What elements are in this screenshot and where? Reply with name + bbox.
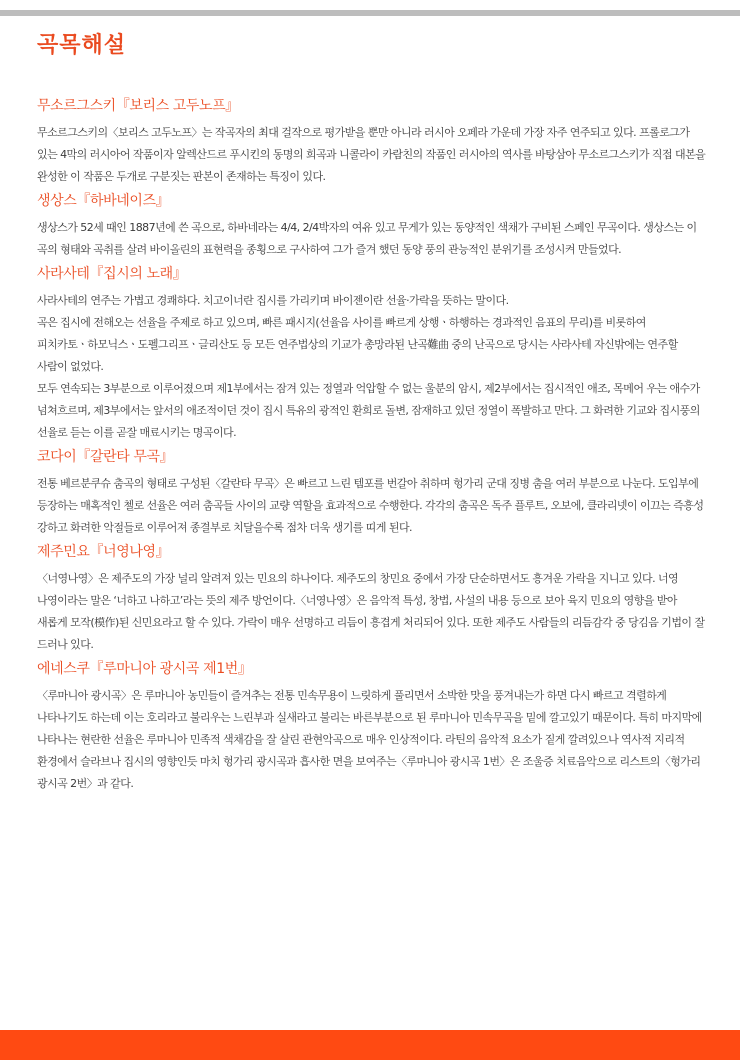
section-paragraph: 무소르그스키의〈보리스 고두노프〉는 작곡자의 최대 걸작으로 평가받을 뿐만 아니라 러시아 오페라 가운데 가장 자주 연주되고 있다. 프롤로그가 있는 4막의 러시아어 작품이자 알렉산드르 푸시킨의 동명의 희곡과 니콜라이 카람친의 작품인 러시아의 역사를 바탕삼아 무소르그스키가 직접 대본을 완성한 이 작품은 두개로 구분짓는 판본이 존재하는 특징이 있다. [37,126,706,183]
section-heading: 사라사테『집시의 노래』 [37,266,187,282]
section-paragraph: 곡은 집시에 전해오는 선율을 주제로 하고 있으며, 빠른 패시지(선율음 사이를 빠르게 상행ㆍ하행하는 경과적인 음표의 무리)를 비롯하여 피치카토ㆍ하모닉스ㆍ도펠그리프ㆍ글리산도 등 모든 연주법상의 기교가 총망라된 난곡難曲 중의 난곡으로 당시는 사라사테 자신밖에는 연주할 사람이 없었다. [37,316,678,373]
section-enescu [37,659,707,795]
section-heading: 제주민요『너영나영』 [37,544,170,560]
section-heading: 코다이『갈란타 무곡』 [37,449,174,465]
program-notes [37,96,707,798]
section-saint-saens [37,191,707,261]
section-sarasate [37,264,707,444]
page-title: 곡목해설 [37,33,127,58]
section-paragraph: 〈루마니아 광시곡〉은 루마니아 농민들이 즐겨추는 전통 민속무용이 느릿하게 풀리면서 소박한 맛을 풍겨내는가 하면 다시 빠르고 격렬하게 나타나기도 하는데 이는 호리라고 불리우는 느린부과 실새라고 불리는 바른부분으로 된 루마니아 민속무곡을 밑에 깔고있기 때문이다. 특히 마지막에 나타나는 현란한 선율은 루마니아 민족적 색채감을 잘 살린 관현악곡으로 매우 인상적이다. 라틴의 음악적 요소가 짙게 깔려있으나 역사적 지리적 환경에서 슬라브나 집시의 영향인듯 마치 헝가리 광시곡과 흡사한 면을 보여주는〈루마니아 광시곡 1번〉은 조울증 치료음악으로 리스트의〈헝가리 광시곡 2번〉과 같다. [37,689,702,790]
section-kodaly [37,447,707,539]
section-mussorgsky [37,96,707,188]
section-paragraph: 전통 베르분쿠슈 춤곡의 형태로 구성된〈갈란타 무곡〉은 빠르고 느린 템포를 번갈아 취하며 헝가리 군대 징병 춤을 여러 부분으로 나눈다. 도입부에 등장하는 매혹적인 첼로 선율은 여러 춤곡들 사이의 교량 역할을 효과적으로 수행한다. 각각의 춤곡은 독주 플루트, 오보에, 클라리넷이 이끄는 즉흥성 강하고 화려한 악절들로 이루어져 종결부로 치달을수록 점차 더욱 생기를 띠게 된다. [37,477,704,534]
section-paragraph: 생상스가 52세 때인 1887년에 쓴 곡으로, 하바네라는 4/4, 2/4박자의 여유 있고 무게가 있는 동양적인 색채가 구비된 스페인 무곡이다. 생상스는 이 곡의 형태와 곡취를 살려 바이올린의 표현력을 종횡으로 구사하여 그가 즐겨 했던 동양 풍의 관능적인 분위기를 조성시켜 만들었다. [37,221,697,256]
section-paragraph: 사라사테의 연주는 가볍고 경쾌하다. 치고이너란 집시를 가리키며 바이젠이란 선율·가락을 뜻하는 말이다. [37,294,509,307]
section-heading: 무소르그스키『보리스 고두노프』 [37,98,239,114]
bottom-accent-bar [0,1030,740,1060]
top-divider-bar [0,10,740,16]
section-jeju-folk-song [37,542,707,656]
section-paragraph: 〈너영나영〉은 제주도의 가장 널리 알려져 있는 민요의 하나이다. 제주도의 창민요 중에서 가장 단순하면서도 흥겨운 가락을 지니고 있다. 너영 나영이라는 말은 ‘너하고 나하고’라는 뜻의 제주 방언이다.〈너영나영〉은 음악적 특성, 창법, 사설의 내용 등으로 보아 육지 민요의 영향을 받아 새롭게 모작(模作)된 신민요라고 할 수 있다. 가락이 매우 선명하고 리듬이 흥겹게 처리되어 있다. 또한 제주도 사람들의 리듬감각 중 당김음 기법이 잘 드러나 있다. [37,572,705,651]
section-paragraph: 모두 연속되는 3부분으로 이루어졌으며 제1부에서는 잠겨 있는 정열과 억압할 수 없는 울분의 암시, 제2부에서는 집시적인 애조, 목메어 우는 애수가 넘쳐흐르며, 제3부에서는 앞서의 애조적이던 것이 집시 특유의 광적인 환희로 돌변, 잠재하고 있던 정열이 폭발하고 만다. 그 화려한 기교와 집시풍의 선율로 듣는 이를 곧잘 매료시키는 명곡이다. [37,382,700,439]
section-heading: 에네스쿠『루마니아 광시곡 제1번』 [37,661,252,677]
section-heading: 생상스『하바네이즈』 [37,193,170,209]
